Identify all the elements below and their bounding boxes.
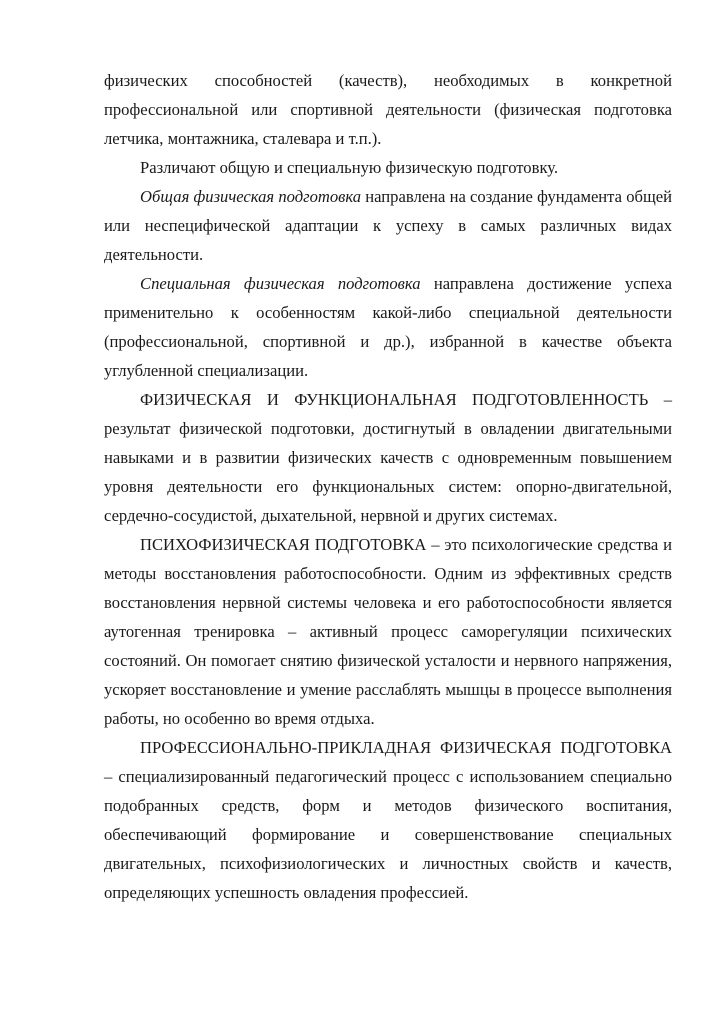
paragraph-professional-applied-training: ПРОФЕССИОНАЛЬНО-ПРИКЛАДНАЯ ФИЗИЧЕСКАЯ ПОДГОТОВКА – специализированный педагогический процесс с использованием специально подобранных средств, форм и методов физического воспитания, обеспечивающий формирование и совершенствование специальных двигательных, психофизиологических и личностных свойств и качеств, определяющих успешность овладения профессией. bbox=[104, 738, 672, 902]
paragraph-types-of-training: Различают общую и специальную физическую подготовку. bbox=[140, 158, 559, 177]
paragraph-special-training bbox=[104, 269, 672, 385]
paragraph-psychophysical-training: ПСИХОФИЗИЧЕСКАЯ ПОДГОТОВКА – это психологические средства и методы восстановления работоспособности. Одним из эффективных средств восстановления нервной системы человека и его работоспособности является аутогенная тренировка – активный процесс саморегуляции психических состояний. Он помогает снятию физической усталости и нервного напряжения, ускоряет восстановление и умение расслаблять мышцы в процессе выполнения работы, но особенно во время отдыха. bbox=[104, 535, 672, 728]
term-general-training: Общая физическая подготовка bbox=[140, 187, 362, 206]
definition-general-training: направлена на создание фундамента общей или неспецифической адаптации к успеху в самых различных видах деятельности. bbox=[104, 187, 672, 264]
term-special-training: Специальная физическая подготовка bbox=[140, 274, 421, 293]
document-page bbox=[104, 66, 672, 907]
paragraph-continuation: физических способностей (качеств), необходимых в конкретной профессиональной или спортивной деятельности (физическая подготовка летчика, монтажника, сталевара и т.п.). bbox=[104, 71, 672, 148]
paragraph-physical-functional-readiness: ФИЗИЧЕСКАЯ И ФУНКЦИОНАЛЬНАЯ ПОДГОТОВЛЕННОСТЬ – результат физической подготовки, достигнутый в овладении двигательными навыками и в развитии физических качеств с одновременным повышением уровня деятельности его функциональных систем: опорно-двигательной, сердечно-сосудистой, дыхательной, нервной и других системах. bbox=[104, 390, 672, 525]
paragraph-general-training bbox=[104, 182, 672, 269]
definition-special-training: направлена достижение успеха применительно к особенностям какой-либо специальной деятельности (профессиональной, спортивной и др.), избранной в качестве объекта углубленной специализации. bbox=[104, 274, 672, 380]
